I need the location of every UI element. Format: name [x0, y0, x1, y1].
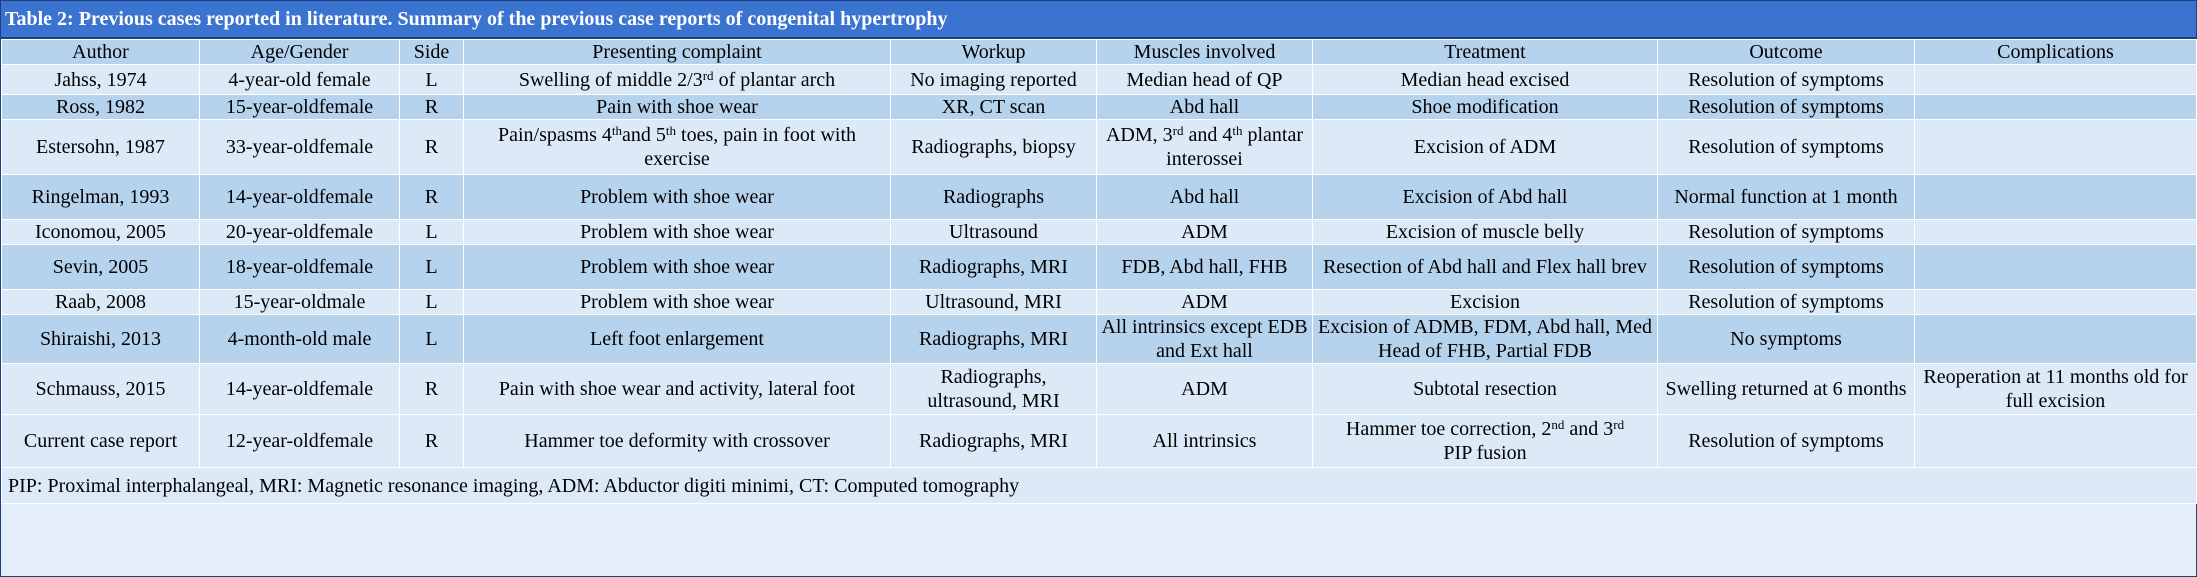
cell-workup: Radiographs, MRI [891, 315, 1097, 364]
cell-treatment: Resection of Abd hall and Flex hall brev [1313, 245, 1658, 290]
cell-workup: Radiographs, biopsy [891, 120, 1097, 175]
table-row [2, 65, 2197, 95]
cell-treatment: Excision of Abd hall [1313, 175, 1658, 220]
cell-complaint: Swelling of middle 2/3rd of plantar arch [464, 65, 891, 95]
table-row [2, 95, 2197, 120]
cell-age-gender: 15-year-oldfemale [200, 95, 400, 120]
cell-author: Jahss, 1974 [2, 65, 200, 95]
cell-complications [1915, 175, 2197, 220]
cell-muscles: Abd hall [1097, 95, 1313, 120]
column-header: Complications [1915, 40, 2197, 65]
cell-outcome: Swelling returned at 6 months [1658, 364, 1915, 415]
cell-complaint: Problem with shoe wear [464, 220, 891, 245]
cell-age-gender: 4-month-old male [200, 315, 400, 364]
cell-complaint: Pain/spasms 4thand 5th toes, pain in foot with exercise [464, 120, 891, 175]
cell-muscles: ADM [1097, 290, 1313, 315]
cell-side: L [400, 65, 464, 95]
table-row [2, 415, 2197, 468]
cell-outcome: Resolution of symptoms [1658, 65, 1915, 95]
cell-author: Sevin, 2005 [2, 245, 200, 290]
cell-complaint: Problem with shoe wear [464, 245, 891, 290]
cell-complications: Reoperation at 11 months old for full excision [1915, 364, 2197, 415]
cell-complications [1915, 415, 2197, 468]
cell-complications [1915, 290, 2197, 315]
cell-treatment: Median head excised [1313, 65, 1658, 95]
cell-side: L [400, 220, 464, 245]
cell-complications [1915, 95, 2197, 120]
cell-outcome: Resolution of symptoms [1658, 290, 1915, 315]
cell-age-gender: 14-year-oldfemale [200, 364, 400, 415]
cell-treatment: Subtotal resection [1313, 364, 1658, 415]
table-caption: Table 2: Previous cases reported in literature. Summary of the previous case reports of congenital hypertrophy [1, 1, 2196, 39]
cell-complaint: Hammer toe deformity with crossover [464, 415, 891, 468]
cell-author: Iconomou, 2005 [2, 220, 200, 245]
cell-complications [1915, 220, 2197, 245]
cell-outcome: Resolution of symptoms [1658, 95, 1915, 120]
cell-treatment: Excision of ADMB, FDM, Abd hall, Med Head of FHB, Partial FDB [1313, 315, 1658, 364]
cell-complications [1915, 315, 2197, 364]
table-body [2, 65, 2197, 468]
table-row [2, 315, 2197, 364]
cell-side: L [400, 290, 464, 315]
cell-age-gender: 20-year-oldfemale [200, 220, 400, 245]
cell-complaint: Pain with shoe wear [464, 95, 891, 120]
cell-complaint: Problem with shoe wear [464, 175, 891, 220]
cell-treatment: Excision of muscle belly [1313, 220, 1658, 245]
cell-side: R [400, 415, 464, 468]
cell-age-gender: 33-year-oldfemale [200, 120, 400, 175]
table-row [2, 175, 2197, 220]
column-header: Outcome [1658, 40, 1915, 65]
cell-workup: Radiographs, MRI [891, 245, 1097, 290]
cell-author: Ringelman, 1993 [2, 175, 200, 220]
cell-treatment: Excision of ADM [1313, 120, 1658, 175]
cell-complaint: Problem with shoe wear [464, 290, 891, 315]
cell-outcome: Resolution of symptoms [1658, 245, 1915, 290]
column-header: Side [400, 40, 464, 65]
cell-muscles: All intrinsics except EDB and Ext hall [1097, 315, 1313, 364]
table-row [2, 290, 2197, 315]
cell-age-gender: 15-year-oldmale [200, 290, 400, 315]
cell-complaint: Pain with shoe wear and activity, lateral foot [464, 364, 891, 415]
case-reports-table [1, 39, 2197, 504]
column-header: Muscles involved [1097, 40, 1313, 65]
cell-treatment: Hammer toe correction, 2nd and 3rd PIP fusion [1313, 415, 1658, 468]
cell-workup: Radiographs, MRI [891, 415, 1097, 468]
footnote-row [2, 468, 2197, 504]
cell-age-gender: 4-year-old female [200, 65, 400, 95]
cell-workup: Ultrasound, MRI [891, 290, 1097, 315]
cell-side: L [400, 245, 464, 290]
cell-author: Estersohn, 1987 [2, 120, 200, 175]
cell-outcome: Resolution of symptoms [1658, 415, 1915, 468]
cell-workup: Radiographs [891, 175, 1097, 220]
cell-treatment: Shoe modification [1313, 95, 1658, 120]
cell-author: Current case report [2, 415, 200, 468]
cell-workup: XR, CT scan [891, 95, 1097, 120]
cell-muscles: All intrinsics [1097, 415, 1313, 468]
column-header: Treatment [1313, 40, 1658, 65]
cell-muscles: ADM [1097, 364, 1313, 415]
cell-age-gender: 18-year-oldfemale [200, 245, 400, 290]
cell-complications [1915, 245, 2197, 290]
cell-side: R [400, 120, 464, 175]
table-row [2, 120, 2197, 175]
table-row [2, 245, 2197, 290]
cell-complications [1915, 65, 2197, 95]
cell-side: L [400, 315, 464, 364]
column-header: Workup [891, 40, 1097, 65]
cell-workup: Radiographs, ultrasound, MRI [891, 364, 1097, 415]
cell-muscles: ADM [1097, 220, 1313, 245]
cell-muscles: ADM, 3rd and 4th plantar interossei [1097, 120, 1313, 175]
table-row [2, 364, 2197, 415]
cell-side: R [400, 95, 464, 120]
column-header: Age/Gender [200, 40, 400, 65]
cell-author: Schmauss, 2015 [2, 364, 200, 415]
cell-treatment: Excision [1313, 290, 1658, 315]
cell-side: R [400, 364, 464, 415]
cell-author: Raab, 2008 [2, 290, 200, 315]
cell-outcome: No symptoms [1658, 315, 1915, 364]
cell-complications [1915, 120, 2197, 175]
table-row [2, 220, 2197, 245]
cell-age-gender: 14-year-oldfemale [200, 175, 400, 220]
cell-outcome: Resolution of symptoms [1658, 120, 1915, 175]
cell-muscles: Median head of QP [1097, 65, 1313, 95]
cell-workup: No imaging reported [891, 65, 1097, 95]
column-header: Presenting complaint [464, 40, 891, 65]
cell-side: R [400, 175, 464, 220]
column-header: Author [2, 40, 200, 65]
footnote: PIP: Proximal interphalangeal, MRI: Magnetic resonance imaging, ADM: Abductor digiti minimi, CT: Computed tomography [2, 468, 2197, 504]
cell-outcome: Normal function at 1 month [1658, 175, 1915, 220]
cell-author: Shiraishi, 2013 [2, 315, 200, 364]
cell-workup: Ultrasound [891, 220, 1097, 245]
cell-complaint: Left foot enlargement [464, 315, 891, 364]
header-row [2, 40, 2197, 65]
cell-muscles: FDB, Abd hall, FHB [1097, 245, 1313, 290]
cell-age-gender: 12-year-oldfemale [200, 415, 400, 468]
cell-author: Ross, 1982 [2, 95, 200, 120]
cell-muscles: Abd hall [1097, 175, 1313, 220]
cell-outcome: Resolution of symptoms [1658, 220, 1915, 245]
